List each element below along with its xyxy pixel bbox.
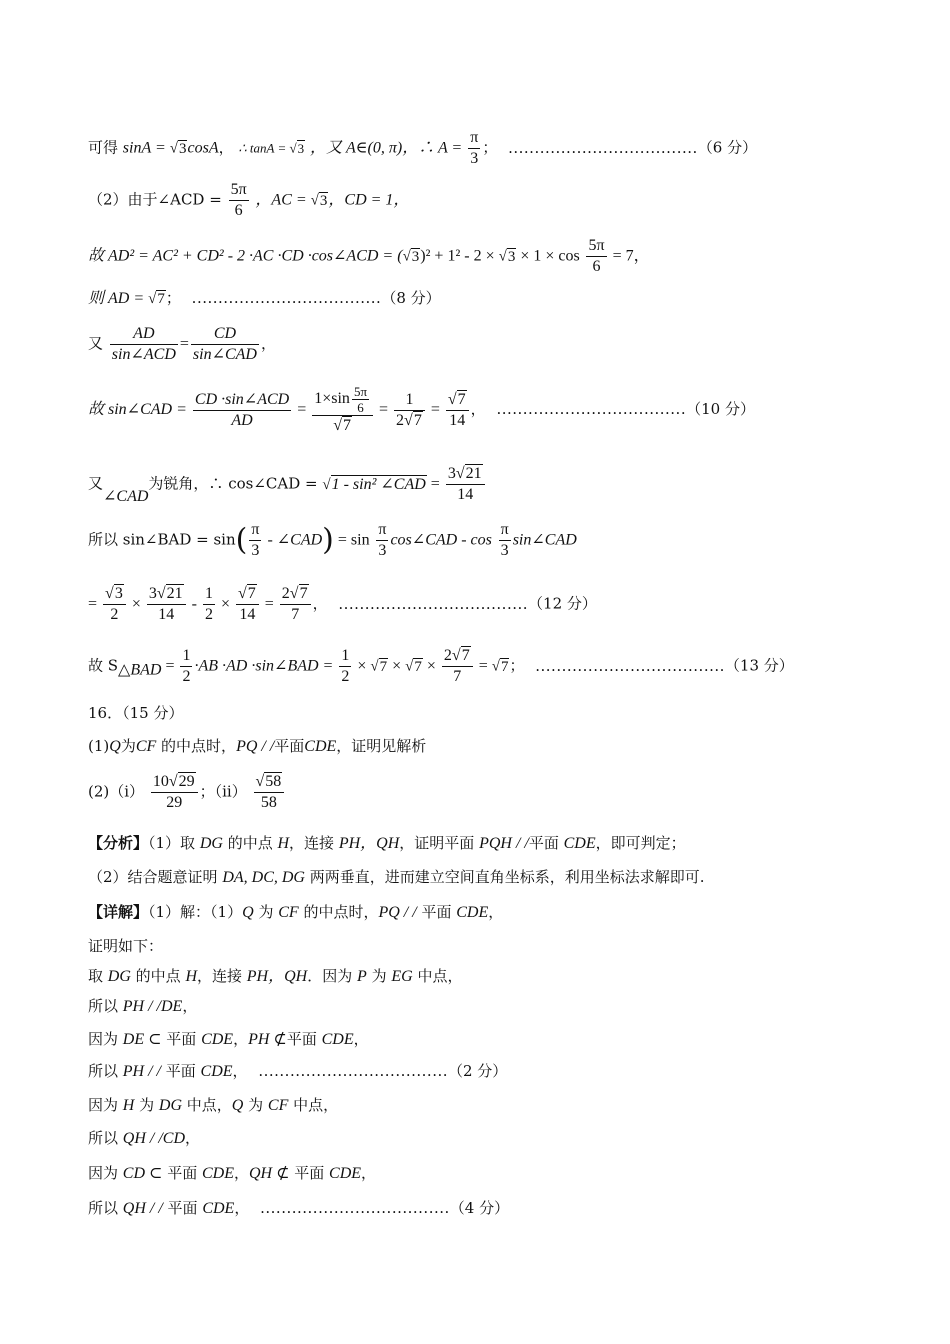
text: ， bbox=[218, 138, 234, 157]
text: 所以 sin∠BAD = sin bbox=[88, 530, 236, 549]
line-4 bbox=[88, 288, 441, 309]
fraction: 1×sin $\frac{5\pi}{6}$ √7 bbox=[312, 384, 373, 436]
detail-line: 【详解】（1）解：（1）Q 为 CF 的中点时，PQ / / 平面 CDE， bbox=[88, 903, 504, 921]
formula: sinA = bbox=[122, 139, 170, 157]
formula: ∴ tanA = bbox=[238, 140, 290, 156]
text: 又 bbox=[88, 474, 104, 493]
fraction: $\frac{3√21}{14}$ bbox=[147, 584, 186, 625]
formula: 故 AD² = AC² + CD² - 2 ·AC ·CD ·cos∠ACD = ( bbox=[88, 247, 403, 265]
fraction: $\frac{1}{2}$ bbox=[341, 647, 350, 685]
line-21: 所以 PH / / 平面 CDE， ....................................（2 分） bbox=[88, 1062, 508, 1080]
line-10: 故 $S_{\triangle BAD}$ = $\frac{1}{2}$ ·AB ·AD ·sin∠BAD = $\frac{1}{2}$ × √7 × √7 × $\frac{2√7}{7}$ = √7； ....................................（13 分） bbox=[88, 647, 794, 685]
text: 又 bbox=[88, 334, 104, 353]
fraction: $\frac{5\pi}{6}$ bbox=[588, 237, 605, 275]
fraction: $\frac{1}{2√7}$ bbox=[394, 390, 425, 431]
formula: = 7， bbox=[608, 247, 650, 265]
line-2 bbox=[88, 180, 409, 221]
fraction: $\frac{2√7}{7}$ bbox=[280, 584, 311, 625]
fraction: $\frac{\pi}{3}$ bbox=[470, 129, 479, 167]
line-23: 所以 QH / /CD， bbox=[88, 1129, 201, 1147]
line-18: 取 DG 的中点 H，连接 PH，QH．因为 P 为 EG 中点， bbox=[88, 967, 463, 985]
formula: × 1 × cos bbox=[516, 247, 580, 265]
line-19: 所以 PH / /DE， bbox=[88, 997, 198, 1015]
score: （12 分） bbox=[528, 594, 597, 613]
question-heading: 16．（15 分） bbox=[88, 704, 184, 722]
fraction: $\frac{\pi}{3}$ bbox=[500, 521, 509, 559]
formula: )² + 1² - 2 × bbox=[420, 247, 499, 265]
fraction: $\frac{√3}{2}$ bbox=[103, 584, 126, 625]
line-9: = $\frac{√3}{2}$ × $\frac{3√21}{14}$ - $\frac{1}{2}$ × $\frac{√7}{14}$ = $\frac{2√7}{7}$ ， ....................................（12 分） bbox=[88, 585, 597, 623]
sqrt: √1 - sin² ∠CAD bbox=[322, 475, 426, 493]
formula: ，AC = bbox=[255, 191, 311, 209]
sqrt: √3 bbox=[498, 248, 516, 265]
leader-dots: .................................... bbox=[508, 138, 698, 157]
text: ； bbox=[482, 138, 498, 157]
leader-dots: .................................... bbox=[258, 1062, 448, 1080]
fraction: $\frac{1}{2}$ bbox=[204, 585, 213, 623]
sqrt: √7 bbox=[148, 291, 165, 307]
fraction: $\frac{\text{CD ·sin∠ACD}}{AD}$ bbox=[194, 390, 290, 429]
formula: 则 AD = bbox=[88, 290, 149, 307]
leader-dots: .................................... bbox=[191, 289, 382, 307]
line-5 bbox=[88, 324, 276, 365]
fraction: $\frac{\pi}{3}$ bbox=[251, 521, 260, 559]
line-13: (2)（i） $\frac{10√29}{29}$ ；（ii） $\frac{√58}{58}$ bbox=[88, 772, 286, 813]
formula: ，又 A∈(0, π)，∴ A = bbox=[309, 139, 467, 157]
fraction: $\frac{10√29}{29}$ bbox=[151, 772, 198, 813]
analysis-line: 【分析】（1）取 DG 的中点 H，连接 PH，QH，证明平面 PQH / /平面 CDE，即可判定； bbox=[88, 834, 686, 852]
formula: ，CD = 1， bbox=[328, 191, 410, 209]
leader-dots: .................................... bbox=[260, 1199, 450, 1217]
fraction: $\frac{CD}{\text{sin∠CAD}}$ bbox=[192, 325, 257, 363]
sqrt: √3 bbox=[402, 248, 420, 265]
formula: cosA bbox=[187, 139, 219, 157]
formula: 故 sin∠CAD = bbox=[88, 401, 191, 418]
text: 可得 bbox=[88, 138, 119, 157]
fraction: $\frac{1}{2}$ bbox=[182, 647, 191, 685]
line-3 bbox=[88, 236, 650, 277]
text: （2）由于∠ACD = bbox=[88, 190, 227, 209]
fraction: $\frac{5\pi}{6}$ bbox=[230, 181, 247, 219]
leader-dots: .................................... bbox=[338, 594, 529, 613]
line-8: 所以 sin∠BAD = sin( $\frac{\pi}{3}$ - ∠CAD) = sin $\frac{\pi}{3}$ cos∠CAD - cos $\frac{\pi}{3}$ sin∠CAD bbox=[88, 521, 577, 559]
score: （10 分） bbox=[686, 400, 755, 418]
text: 故 S bbox=[88, 656, 119, 675]
line-17: 证明如下： bbox=[88, 937, 164, 955]
line-7: 又∠CAD为锐角，∴ cos∠CAD = √1 - sin² ∠CAD = $\frac{3√21}{14}$ bbox=[88, 464, 487, 505]
line-22: 因为 H 为 DG 中点，Q 为 CF 中点， bbox=[88, 1096, 339, 1114]
fraction: $\frac{√7}{14}$ bbox=[446, 390, 469, 431]
fraction: $\frac{2√7}{7}$ bbox=[442, 646, 473, 687]
line-24: 因为 CD ⊂ 平面 CDE，QH ⊄ 平面 CDE， bbox=[88, 1164, 377, 1182]
text: ， bbox=[260, 334, 276, 353]
score: （13 分） bbox=[724, 656, 794, 675]
fraction: $\frac{√58}{58}$ bbox=[254, 772, 285, 813]
fraction: $\frac{\pi}{3}$ bbox=[378, 521, 387, 559]
sqrt: √3 bbox=[289, 140, 305, 156]
line-25: 所以 QH / / 平面 CDE， ....................................（4 分） bbox=[88, 1199, 510, 1217]
text: ； bbox=[165, 289, 181, 307]
text: 为锐角，∴ cos∠CAD = bbox=[148, 474, 323, 493]
leader-dots: .................................... bbox=[496, 400, 687, 418]
line-12: (1)Q为CF 的中点时，PQ / /平面CDE，证明见解析 bbox=[88, 737, 427, 755]
fraction: $\frac{AD}{\text{sin∠ACD}}$ bbox=[111, 325, 176, 363]
line-20: 因为 DE ⊂ 平面 CDE，PH ⊄平面 CDE， bbox=[88, 1030, 369, 1048]
line-15: （2）结合题意证明 DA, DC, DG 两两垂直，进而建立空间直角坐标系，利用坐标法求解即可. bbox=[88, 868, 705, 886]
formula: ∠CAD bbox=[103, 487, 149, 505]
sqrt: √3 bbox=[310, 192, 328, 209]
fraction: $\frac{3√21}{14}$ bbox=[446, 464, 485, 505]
score: （6 分） bbox=[697, 138, 758, 157]
line-1 bbox=[88, 128, 757, 169]
formula: = bbox=[179, 335, 189, 353]
leader-dots: .................................... bbox=[535, 656, 725, 675]
line-6: 故 sin∠CAD = $\frac{\text{CD ·sin∠ACD}}{AD}$ = 1×sin $\frac{5\pi}{6}$ √7 = $\frac{1}{2√7}$ = $\frac{√7}{14}$ ， ....................................（10 分） bbox=[88, 384, 755, 434]
score: （4 分） bbox=[449, 1199, 510, 1217]
fraction: $\frac{√7}{14}$ bbox=[236, 584, 259, 625]
score: （2 分） bbox=[448, 1062, 508, 1080]
sqrt: √3 bbox=[169, 140, 187, 157]
score: （8 分） bbox=[381, 289, 441, 307]
